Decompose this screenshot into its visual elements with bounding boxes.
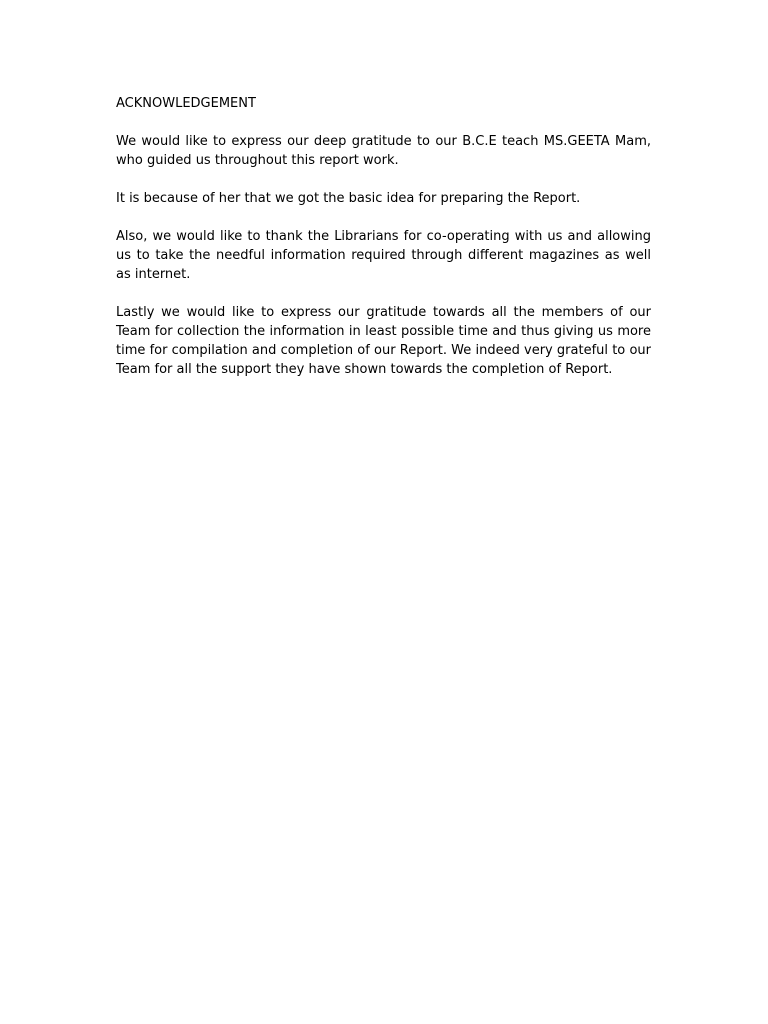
document-heading: ACKNOWLEDGEMENT: [116, 96, 256, 111]
paragraph-thanks-librarians: Also, we would like to thank the Librarians for co-operating with us and allowing us to take the needful information required through different magazines as well as internet.: [116, 229, 651, 282]
document-body: [116, 94, 651, 398]
paragraph-basic-idea: It is because of her that we got the basic idea for preparing the Report.: [116, 191, 581, 206]
paragraph-thanks-team: Lastly we would like to express our gratitude towards all the members of our Team for collection the information in least possible time and thus giving us more time for compilation and completion of our Report. We indeed very grateful to our Team for all the support they have shown towards the completion of Report.: [116, 305, 651, 377]
paragraph-gratitude-teacher: We would like to express our deep gratitude to our B.C.E teach MS.GEETA Mam, who guided us throughout this report work.: [116, 134, 651, 168]
